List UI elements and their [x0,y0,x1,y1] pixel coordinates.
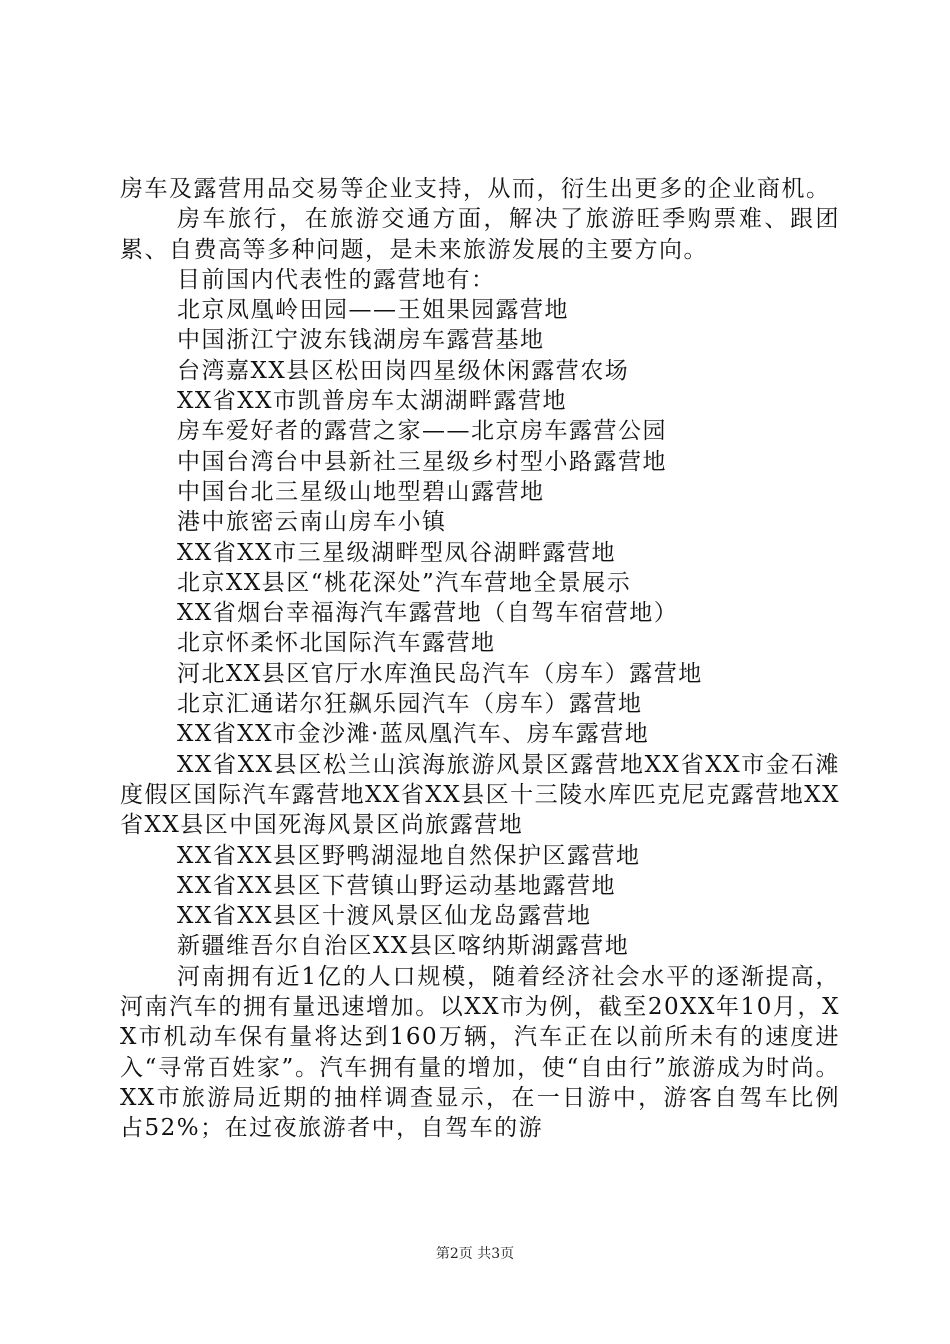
campsite-item: XX省烟台幸福海汽车露营地（自驾车宿营地） [177,600,679,627]
campsite-item: XX省XX县区下营镇山野运动基地露营地 [177,872,616,899]
campsite-item: 北京汇通诺尔狂飙乐园汽车（房车）露营地 [177,691,643,718]
campsite-item: XX省XX市凯普房车太湖湖畔露营地 [177,388,567,415]
campsite-item: 中国台北三星级山地型碧山露营地 [177,478,545,505]
campsite-item: 房车爱好者的露营之家——北京房车露营公园 [177,418,667,445]
paragraph: 房车旅行，在旅游交通方面，解决了旅游旺季购票难、跟团累、自费高等多种问题，是未来旅游发展的主要方向。 [120,206,840,263]
campsite-item: XX省XX市三星级湖畔型凤谷湖畔露营地 [177,539,616,566]
campsite-item: 河北XX县区官厅水库渔民岛汽车（房车）露营地 [177,660,703,687]
campsite-item: 北京XX县区“桃花深处”汽车营地全景展示 [177,569,632,596]
campsite-item: 台湾嘉XX县区松田岗四星级休闲露营农场 [177,357,630,384]
campsite-item: XX省XX县区十渡风景区仙龙岛露营地 [177,903,592,930]
list-intro: 目前国内代表性的露营地有： [177,266,496,293]
paragraph: 河南拥有近1亿的人口规模，随着经济社会水平的逐渐提高，河南汽车的拥有量迅速增加。以XX市为例，截至20XX年10月，XX市机动车保有量将达到160万辆，汽车正在以前所未有的速度进入“寻常百姓家”。汽车拥有量的增加，使“自由行”旅游成为时尚。XX市旅游局近期的抽样调查显示，在一日游中，游客自驾车比例占52%；在过夜旅游者中，自驾车的游 [120,963,840,1142]
paragraph: 房车及露营用品交易等企业支持，从而，衍生出更多的企业商机。 [120,176,831,202]
campsite-item: 新疆维吾尔自治区XX县区喀纳斯湖露营地 [177,933,630,960]
campsite-item: 中国台湾台中县新社三星级乡村型小路露营地 [177,448,667,475]
campsite-item: XX省XX市金沙滩·蓝凤凰汽车、房车露营地 [177,721,650,748]
page-number-footer: 第2页 共3页 [435,1246,515,1262]
campsite-item: XX省XX县区野鸭湖湿地自然保护区露营地 [177,842,641,869]
campsite-item: 北京怀柔怀北国际汽车露营地 [177,630,496,657]
campsite-item: 北京凤凰岭田园——王姐果园露营地 [177,297,569,324]
document-body [120,174,840,1144]
campsite-item-combined: XX省XX县区松兰山滨海旅游风景区露营地XX省XX市金石滩度假区国际汽车露营地XX省XX县区十三陵水库匹克尼克露营地XX省XX县区中国死海风景区尚旅露营地 [120,751,840,839]
campsite-item: 中国浙江宁波东钱湖房车露营基地 [177,327,545,354]
campsite-item: 港中旅密云南山房车小镇 [177,509,447,536]
